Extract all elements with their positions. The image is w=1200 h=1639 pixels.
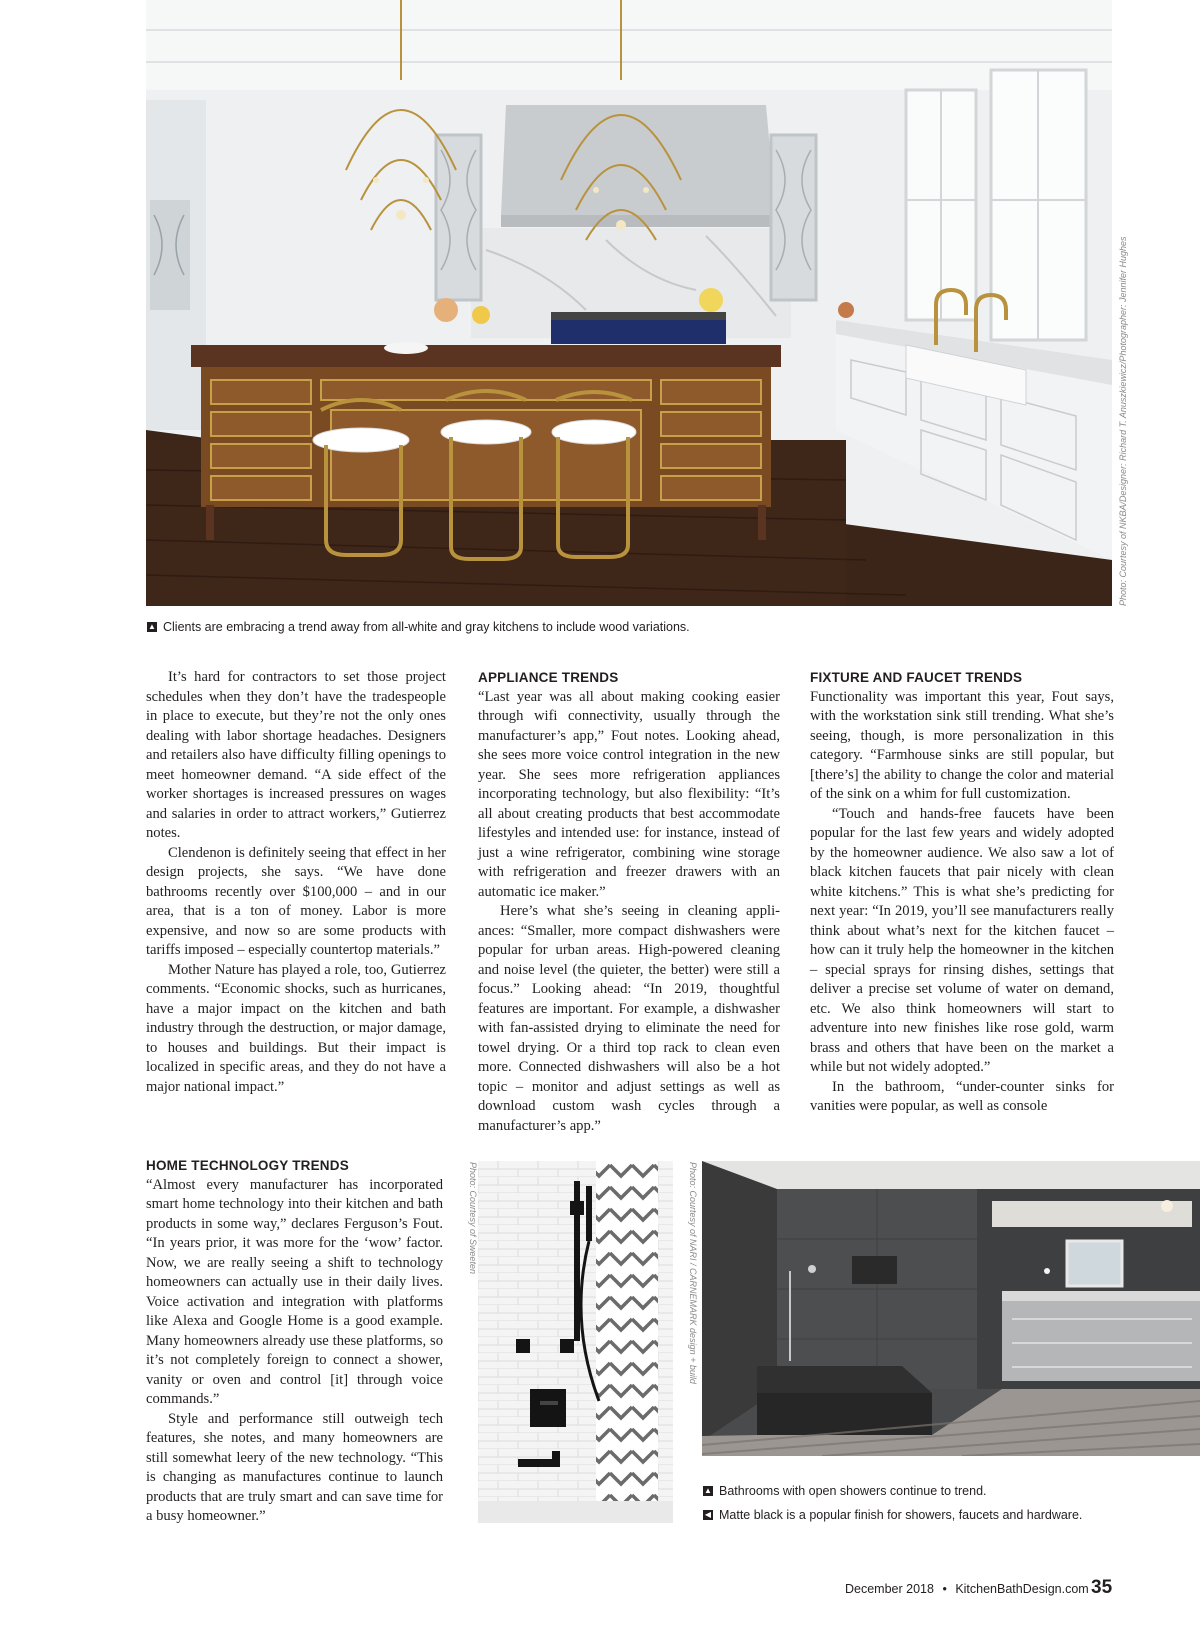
shower-photo-credit: Photo: Courtesy of Sweeten bbox=[468, 1162, 478, 1275]
col2-paragraph-1: “Last year was all about making cooking easier through wifi connectivity, usually through the manufacturer’s app,” Fout notes. Looking ahead, she sees more voice control integration in the new year. She sees more refrigeration appliances incorporating technology, but also flexibility: “It’s all about creating products that best accommodate lifestyles and intended use: for instance, instead of just a wine refrigerator, combining wine storage with refrigeration and freezer drawers with an automatic ice maker.” bbox=[478, 688, 780, 900]
col1-paragraph-4: “Almost every manufacturer has incorporated smart home technology into their kitchen and bath products in some way,” declares Ferguson’s Fout. “In years prior, it was more for the ‘wow’ factor. Now, we are really seeing a shift to technology homeowners can actually use in their daily lives. Voice activation and integration with platforms like Alexa and Google Home is a good example. Many homeowners already use these platforms, so it’s not completely foreign to connect a shower, vanity or oven and control [it] through voice commands.” bbox=[146, 1176, 443, 1407]
bath-caption-2-text: Matte black is a popular finish for showers, faucets and hardware. bbox=[719, 1508, 1083, 1522]
col3-paragraph-3: In the bathroom, “under-counter sinks for vanities were popular, as well as console bbox=[810, 1078, 1114, 1114]
top-photo-caption-text: Clients are embracing a trend away from all-white and gray kitchens to include wood variations. bbox=[163, 620, 690, 634]
kitchen-photo bbox=[146, 0, 1112, 606]
col3-paragraph-1: Functionality was important this year, Fout says, with the workstation sink still trending. What she’s seeing, though, is more personalization in this category. “Farmhouse sinks are still popular, but [there’s] the ability to change the color and material of the sink on a whim for full customization. bbox=[810, 688, 1114, 802]
arrow-up-icon: ▲ bbox=[148, 622, 156, 631]
home-technology-heading: HOME TECHNOLOGY TRENDS bbox=[146, 1158, 349, 1173]
footer bbox=[845, 1582, 1089, 1596]
col1-paragraph-2: Clendenon is definitely seeing that effect in her design projects, she says. “We have done bathrooms recently over $100,000 – and in our area, that is a ton of money. Labor is more expensive, and now so are some products with tariffs imposed – especially countertop materials.” bbox=[146, 844, 446, 958]
col3-paragraph-2: “Touch and hands-free faucets have been popular for the last few years and widely adopted by the homeowner audience. We also saw a lot of black kitchen faucets that pair nicely with clean white kitchens.” This is what she’s predicting for next year: “In 2019, you’ll see manufacturers really think about what’s next for the kitchen faucet – how can it truly help the homeowner in the kitchen – special sprays for rinsing dishes, settings that deliver a precise set volume of water on demand, etc. We also think homeowners will start to adventure into new finishes like rose gold, warm brass and others that have been on the market a while but not widely adopted.” bbox=[810, 805, 1114, 1075]
column-2 bbox=[478, 668, 780, 1136]
fixture-faucet-heading: FIXTURE AND FAUCET TRENDS bbox=[810, 670, 1023, 685]
bath-caption-2 bbox=[703, 1508, 1082, 1522]
arrow-left-icon: ◀ bbox=[704, 1510, 712, 1519]
top-photo-caption bbox=[147, 620, 690, 634]
footer-site: KitchenBathDesign.com bbox=[955, 1582, 1089, 1596]
footer-date: December 2018 bbox=[845, 1582, 934, 1596]
col1-paragraph-5: Style and performance still outweigh tech features, she notes, and many homeowners are still somewhat leery of the new technology. “This is changing as manufactures continue to launch products that are truly smart and can save time for a busy homeowner.” bbox=[146, 1410, 443, 1524]
column-1 bbox=[146, 668, 446, 1097]
bath-photo bbox=[702, 1161, 1200, 1456]
col2-paragraph-2: Here’s what she’s seeing in cleaning appliances: “Smaller, more compact dishwashers were popular for urban areas. High-powered cleaning and noise level (the quieter, the better) were still a focus.” Looking ahead: “In 2019, thoughtful features are important. For example, a dishwasher with fan-assisted drying to eliminate the need for towel drying. Or a third top rack to clean even more. Connected dishwashers will also be a hot topic – monitor and adjust settings as well as download custom wash cycles through a manufacturer’s app.” bbox=[478, 903, 780, 1134]
bath-caption-1-text: Bathrooms with open showers continue to trend. bbox=[719, 1484, 987, 1498]
column-1-lower bbox=[146, 1156, 443, 1527]
bath-caption-1 bbox=[703, 1484, 987, 1498]
column-3 bbox=[810, 668, 1114, 1117]
bath-photo-credit: Photo: Courtesy of NARI / CARNEMARK design + build bbox=[688, 1162, 698, 1384]
col1-paragraph-3: Mother Nature has played a role, too, Gutierrez comments. “Economic shocks, such as hurricanes, have a major impact on the kitchen and bath industry through the destruction, or major damage, to houses and buildings. But their impact is localized in specific areas, and they do not have a major national impact.” bbox=[146, 961, 446, 1095]
appliance-trends-heading: APPLIANCE TRENDS bbox=[478, 670, 619, 685]
shower-photo bbox=[478, 1161, 673, 1523]
page-number: 35 bbox=[1091, 1577, 1113, 1598]
arrow-up-icon: ▲ bbox=[704, 1486, 712, 1495]
col1-paragraph-1: It’s hard for contractors to set those project schedules when they don’t have the tradespeople in place to execute, but they’re not the only ones dealing with labor shortage headaches. Designers and retailers also have difficulty filling openings to meet homeowner demand. “A side effect of the worker shortages is increased pressures on wages and salaries in order to attract workers,” Gutierrez notes. bbox=[146, 669, 446, 841]
footer-separator: • bbox=[942, 1582, 947, 1596]
top-photo-credit: Photo: Courtesy of NKBA/Designer: Richard T. Anuszkiewicz/Photographer: Jennifer Hughes bbox=[1118, 236, 1128, 606]
